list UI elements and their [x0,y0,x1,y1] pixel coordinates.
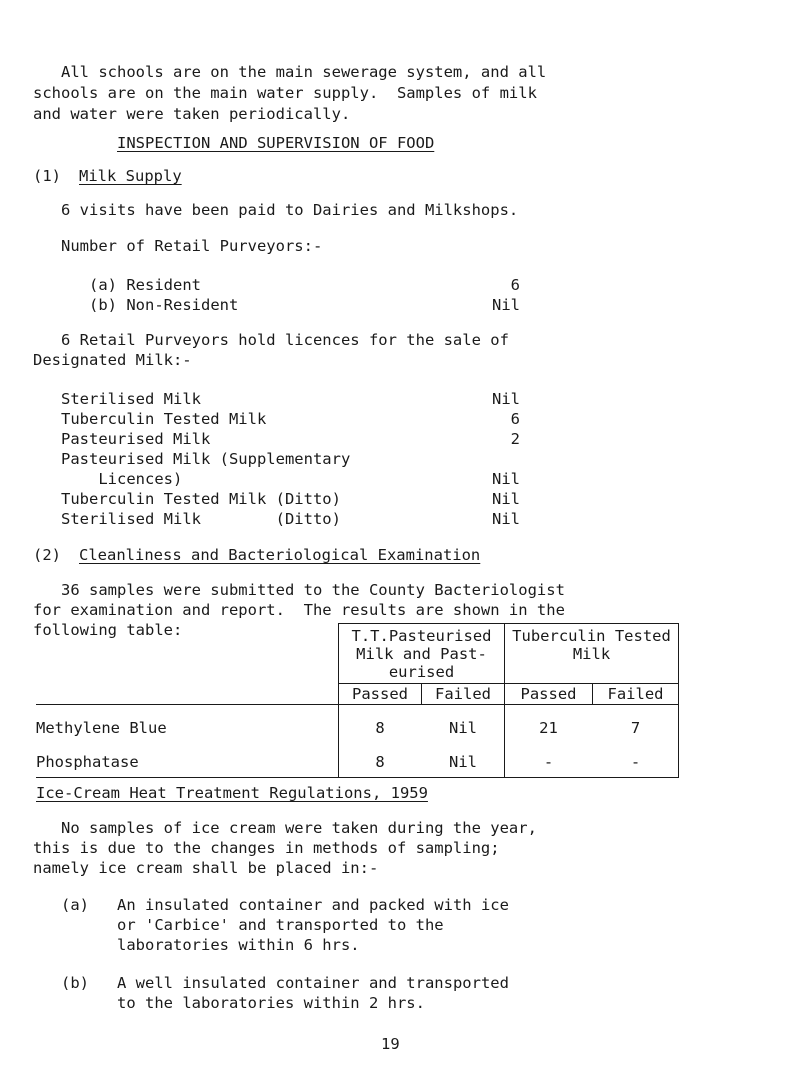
section-3-title: Ice-Cream Heat Treatment Regulations, 1959 [36,784,428,802]
licence-label: Sterilised Milk (Ditto) [61,510,341,528]
s2-paragraph-line-3: following table: [33,621,183,639]
table-group-header: Tuberculin Tested [512,627,671,645]
table-cell: - [630,753,641,771]
licence-label: Pasteurised Milk (Supplementary [61,450,351,468]
licence-label: Licences) [61,470,183,488]
list-item-text: laboratories within 6 hrs. [117,936,360,954]
s3-paragraph-line-3: namely ice cream shall be placed in:- [33,859,379,877]
table-subheader: Passed [352,685,408,703]
s3-paragraph-line-1: No samples of ice cream were taken during the year, [61,819,537,837]
intro-line-1: All schools are on the main sewerage system, and all [61,63,547,81]
licence-value: Nil [492,470,520,488]
s2-paragraph-line-1: 36 samples were submitted to the County Bacteriologist [61,581,565,599]
table-subheader: Failed [435,685,491,703]
licence-value: Nil [492,510,520,528]
purveyor-label: (b) Non-Resident [89,296,239,314]
purveyor-value: Nil [492,296,520,314]
page-number: 19 [381,1035,400,1053]
table-group-header: T.T.Pasteurised [351,627,492,645]
visits-line: 6 visits have been paid to Dairies and Milkshops. [61,201,519,219]
table-cell: Nil [449,719,477,737]
table-cell: 8 [375,719,385,737]
licence-label: Tuberculin Tested Milk (Ditto) [61,490,341,508]
list-item-text: to the laboratories within 2 hrs. [117,994,425,1012]
table-group-header: eurised [388,663,455,681]
table-group-header: Milk [572,645,611,663]
section-2-title: Cleanliness and Bacteriological Examination [79,546,481,564]
section-1-number: (1) [33,167,61,185]
licence-value: Nil [492,390,520,408]
purveyor-value: 6 [510,276,520,294]
table-subheader: Failed [607,685,664,703]
licence-value: 6 [510,410,520,428]
s3-paragraph-line-2: this is due to the changes in methods of sampling; [33,839,500,857]
list-item-label: (b) [61,974,89,992]
intro-line-2: schools are on the main water supply. Samples of milk [33,84,537,102]
licence-label: Pasteurised Milk [61,430,211,448]
purveyors-label: Number of Retail Purveyors:- [61,237,323,255]
table-cell: Nil [449,753,477,771]
table-row-label: Phosphatase [36,753,139,771]
section-2-number: (2) [33,546,61,564]
table-subheader: Passed [520,685,577,703]
list-item-text: An insulated container and packed with ice [117,896,509,914]
list-item-text: or 'Carbice' and transported to the [117,916,444,934]
section-1-title: Milk Supply [79,167,182,185]
licence-label: Tuberculin Tested Milk [61,410,267,428]
table-cell: - [543,753,554,771]
table-row-label: Methylene Blue [36,719,167,737]
intro-line-3: and water were taken periodically. [33,105,351,123]
list-item-text: A well insulated container and transported [117,974,509,992]
table-cell: 8 [375,753,385,771]
table-group-header: Milk and Past- [356,645,487,663]
purveyor-label: (a) Resident [89,276,201,294]
page-heading: INSPECTION AND SUPERVISION OF FOOD [117,134,435,152]
table-cell: 21 [539,719,558,737]
licences-line-1: 6 Retail Purveyors hold licences for the sale of [61,331,509,349]
s2-paragraph-line-2: for examination and report. The results are shown in the [33,601,565,619]
licences-line-2: Designated Milk:- [33,351,192,369]
licence-label: Sterilised Milk [61,390,201,408]
list-item-label: (a) [61,896,89,914]
table-cell: 7 [630,719,641,737]
licence-value: 2 [510,430,520,448]
licence-value: Nil [492,490,520,508]
